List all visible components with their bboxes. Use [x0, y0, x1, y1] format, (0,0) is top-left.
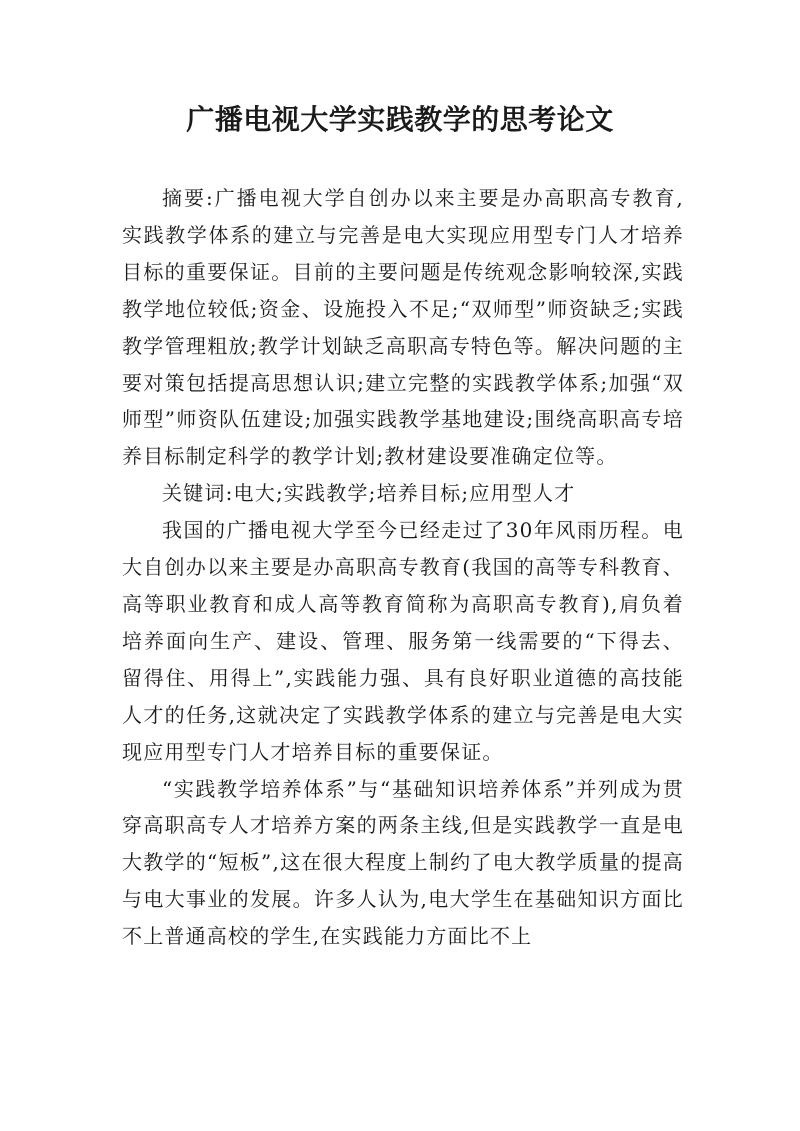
body-paragraph-2: “实践教学培养体系”与“基础知识培养体系”并列成为贯穿高职高专人才培养方案的两条主线,但是实践教学一直是电大教学的“短板”,这在很大程度上制约了电大教学质量的提高与电大事业的发展。许多人认为,电大学生在基础知识方面比不上普通高校的学生,在实践能力方面比不上 — [122, 776, 684, 949]
body-paragraph-1: 我国的广播电视大学至今已经走过了30年风雨历程。电大自创办以来主要是办高职高专教育(我国的高等专科教育、高等职业教育和成人高等教育简称为高职高专教育),肩负着培养面向生产、建设、管理、服务第一线需要的“下得去、留得住、用得上”,实践能力强、具有良好职业道德的高技能人才的任务,这就决定了实践教学体系的建立与完善是电大实现应用型专门人才培养目标的重要保证。 — [122, 518, 684, 764]
abstract-paragraph: 摘要:广播电视大学自创办以来主要是办高职高专教育,实践教学体系的建立与完善是电大实现应用型专门人才培养目标的重要保证。目前的主要问题是传统观念影响较深,实践教学地位较低;资金、设施投入不足;“双师型”师资缺乏;实践教学管理粗放;教学计划缺乏高职高专特色等。解决问题的主要对策包括提高思想认识;建立完整的实践教学体系;加强“双师型”师资队伍建设;加强实践教学基地建设;围绕高职高专培养目标制定科学的教学计划;教材建设要准确定位等。 — [122, 186, 684, 469]
keywords-paragraph: 关键词:电大;实践教学;培养目标;应用型人才 — [162, 481, 576, 506]
document-body — [122, 180, 684, 955]
document-title: 广播电视大学实践教学的思考论文 — [186, 103, 614, 136]
